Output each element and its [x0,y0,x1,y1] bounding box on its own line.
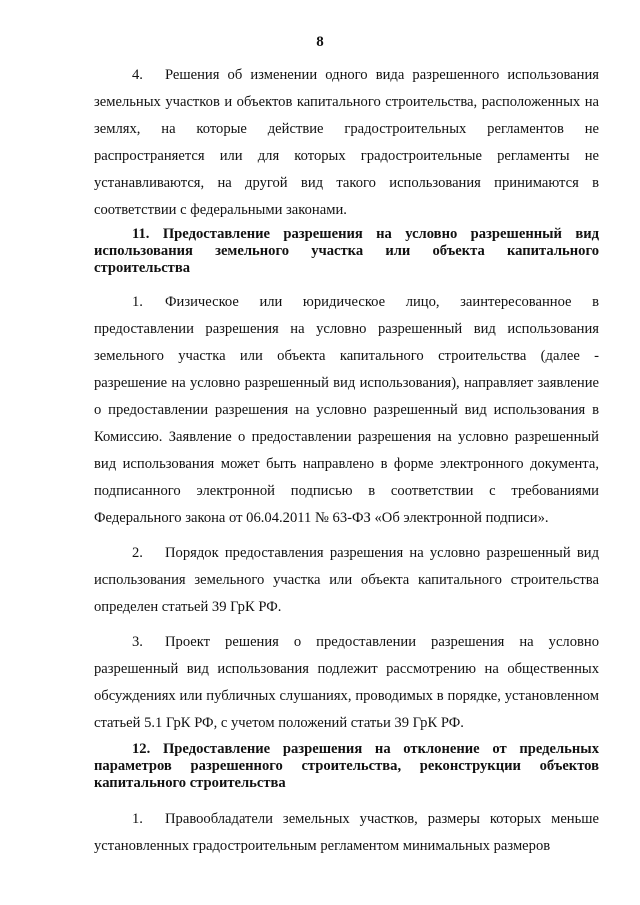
paragraph-number: 4. [132,67,143,83]
page-number: 8 [316,34,324,50]
section-11-item-3 [94,629,599,737]
section-12-item-1 [94,806,599,860]
paragraph-number: 2. [132,545,143,561]
paragraph-4 [94,62,599,224]
paragraph-number: 1. [132,294,143,310]
page-content [94,62,599,860]
paragraph-text: Физическое или юридическое лицо, заинтересованное в предоставлении разрешения на условно разрешенный вид использования земельного участка или объекта капитального строительства (далее - разрешение на условно разрешенный вид использования), направляет заявление о предоставлении разрешения на условно разрешенный вид использования в Комиссию. Заявление о предоставлении разрешения на условно разрешенный вид использования может быть направлено в форме электронного документа, подписанного электронной подписью в соответствии с требованиями Федерального закона от 06.04.2011 № 63-ФЗ «Об электронной подписи». [94,294,599,526]
section-11-item-2 [94,540,599,621]
paragraph-text: Правообладатели земельных участков, размеры которых меньше установленных градостроительным регламентом минимальных размеров [94,811,599,854]
section-11-heading: 11. Предоставление разрешения на условно разрешенный вид использования земельного участка или объекта капитального строительства [94,226,599,276]
paragraph-text: Проект решения о предоставлении разрешения на условно разрешенный вид использования подлежит рассмотрению на общественных обсуждениях или публичных слушаниях, проводимых в порядке, установленном статьей 5.1 ГрК РФ, с учетом положений статьи 39 ГрК РФ. [94,634,599,731]
section-11-item-1 [94,289,599,532]
paragraph-number: 3. [132,634,143,650]
paragraph-number: 1. [132,811,143,827]
section-12-heading: 12. Предоставление разрешения на отклонение от предельных параметров разрешенного строительства, реконструкции объектов капитального строительства [94,741,599,791]
paragraph-text: Порядок предоставления разрешения на условно разрешенный вид использования земельного участка или объекта капитального строительства определен статьей 39 ГрК РФ. [94,545,599,615]
paragraph-text: Решения об изменении одного вида разрешенного использования земельных участков и объектов капитального строительства, расположенных на землях, на которые действие градостроительных регламентов не распространяется или для которых градостроительные регламенты не устанавливаются, на другой вид такого использования принимаются в соответствии с федеральными законами. [94,67,599,218]
